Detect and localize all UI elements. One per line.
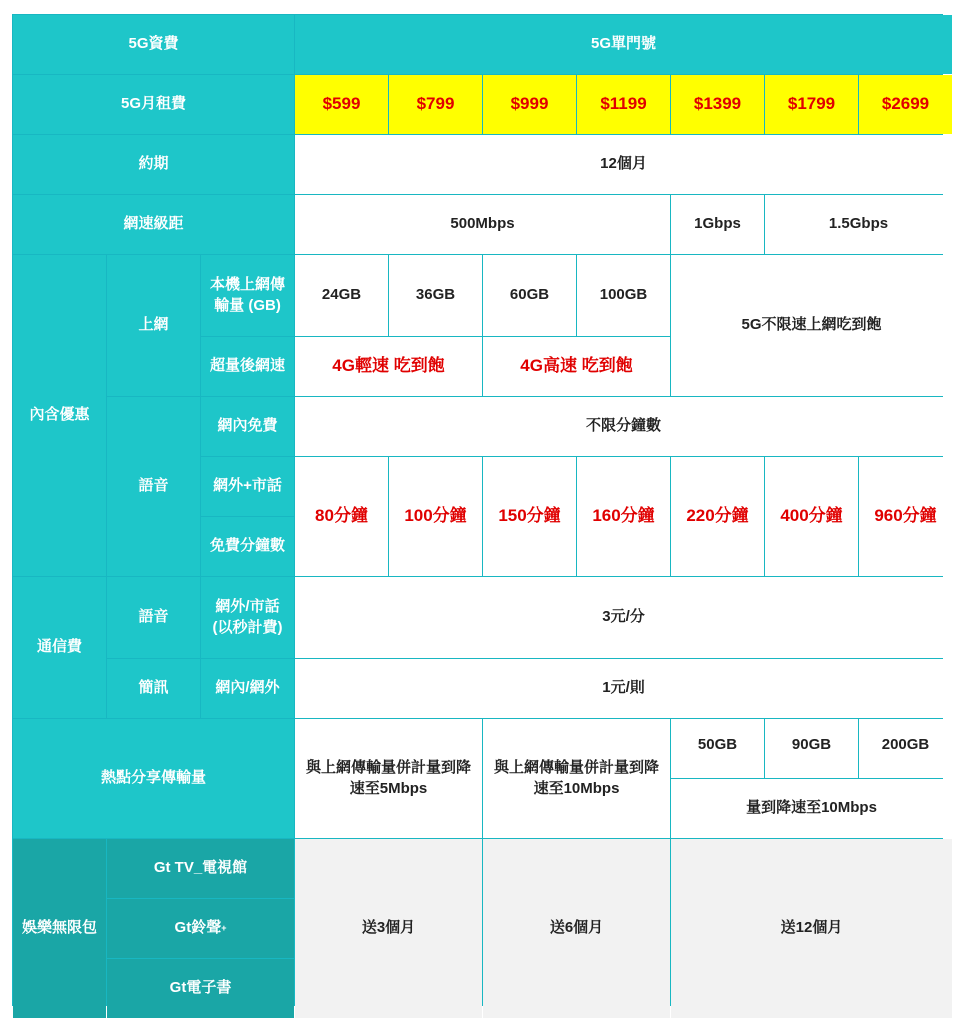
contract-value: 12個月 [295, 135, 952, 194]
voice-label: 語音 [107, 397, 200, 576]
charges-sms-value: 1元/則 [295, 659, 952, 718]
gift-6-months: 送6個月 [483, 839, 670, 1018]
charges-voice-desc: 網外/市話 (以秒計費) [201, 577, 294, 658]
charges-label: 通信費 [13, 577, 106, 718]
hotspot-after: 量到降速至10Mbps [671, 779, 952, 838]
unlimited-data-cell: 5G不限速上網吃到飽 [671, 255, 952, 396]
data-allowance-cell: 36GB [389, 255, 482, 336]
price-cell: $799 [389, 75, 482, 134]
data-allowance-cell: 24GB [295, 255, 388, 336]
over-quota-low: 4G輕速 吃到飽 [295, 337, 482, 396]
minutes-cell: 960分鐘 [859, 457, 952, 576]
plan-name: 5G單門號 [590, 35, 656, 53]
price-cell: $999 [483, 75, 576, 134]
minutes-cell: 150分鐘 [483, 457, 576, 576]
ent-item-ringtone-label: Gt鈴聲 [174, 919, 222, 937]
over-quota-high: 4G高速 吃到飽 [483, 337, 670, 396]
data-allowance-cell: 60GB [483, 255, 576, 336]
contract-label: 約期 [13, 135, 294, 194]
rate-plan-table [12, 14, 943, 1006]
plan-label-cell [13, 15, 294, 74]
minutes-cell: 160分鐘 [577, 457, 670, 576]
speed-tier-500: 500Mbps [295, 195, 670, 254]
minutes-cell: 100分鐘 [389, 457, 482, 576]
hotspot-mid: 與上網傳輸量併計量到降速至10Mbps [483, 719, 670, 838]
hotspot-value-cell: 50GB [671, 719, 764, 778]
charges-sms-desc: 網內/網外 [201, 659, 294, 718]
internet-label: 上網 [107, 255, 200, 396]
free-minutes-label: 免費分鐘數 [201, 517, 294, 576]
charges-voice-label: 語音 [107, 577, 200, 658]
hotspot-value-cell: 90GB [765, 719, 858, 778]
price-cell: $1199 [577, 75, 670, 134]
price-cell: $2699 [859, 75, 952, 134]
charges-sms-label: 簡訊 [107, 659, 200, 718]
over-quota-label: 超量後網速 [201, 337, 294, 396]
ent-item-gt-tv: Gt TV_電視館 [107, 839, 294, 898]
hotspot-label: 熱點分享傳輸量 [13, 719, 294, 838]
minutes-cell: 220分鐘 [671, 457, 764, 576]
price-cell: $1399 [671, 75, 764, 134]
charges-voice-value: 3元/分 [295, 577, 952, 658]
price-cell: $1799 [765, 75, 858, 134]
offnet-label: 網外+市話 [201, 457, 294, 516]
speed-tier-1g: 1Gbps [671, 195, 764, 254]
onnet-label: 網內免費 [201, 397, 294, 456]
price-cell: $599 [295, 75, 388, 134]
gift-12-months: 送12個月 [671, 839, 952, 1018]
ent-item-ringtone [107, 899, 294, 958]
plan-label: 5G資費 [128, 35, 179, 53]
ent-item-ebook: Gt電子書 [107, 959, 294, 1018]
hotspot-value-cell: 200GB [859, 719, 952, 778]
included-label: 內含優惠 [13, 255, 106, 576]
monthly-fee-label: 5G月租費 [13, 75, 294, 134]
plan-name-cell [295, 15, 952, 74]
speed-tier-1-5g: 1.5Gbps [765, 195, 952, 254]
minutes-cell: 80分鐘 [295, 457, 388, 576]
data-allowance-label: 本機上網傳輸量 (GB) [201, 255, 294, 336]
ringtone-plus-mark: + [221, 923, 227, 934]
entertainment-label: 娛樂無限包 [13, 839, 106, 1018]
hotspot-low: 與上網傳輸量併計量到降速至5Mbps [295, 719, 482, 838]
onnet-value: 不限分鐘數 [295, 397, 952, 456]
minutes-cell: 400分鐘 [765, 457, 858, 576]
data-allowance-cell: 100GB [577, 255, 670, 336]
gift-3-months: 送3個月 [295, 839, 482, 1018]
speed-label: 網速級距 [13, 195, 294, 254]
